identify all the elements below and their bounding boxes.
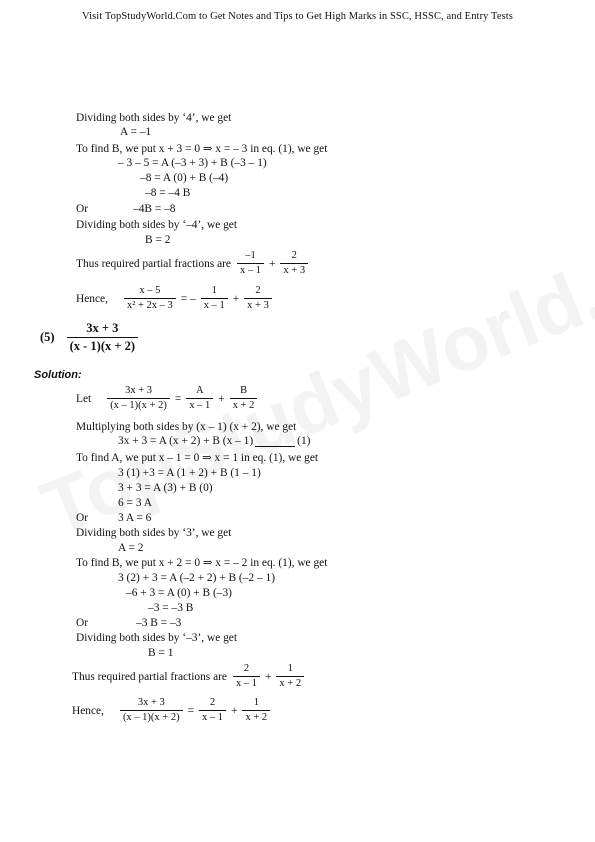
equation-line: –3 = –3 B xyxy=(148,602,194,614)
fraction-denominator: x + 3 xyxy=(244,298,272,312)
operator: = xyxy=(187,704,195,717)
operator: + xyxy=(232,292,240,305)
or-label: Or xyxy=(76,512,89,524)
question-number: (5) xyxy=(40,330,55,344)
equation-line: –8 = –4 B xyxy=(145,187,191,199)
text-line: Dividing both sides by ‘–4’, we get xyxy=(76,219,238,231)
fraction-denominator: (x – 1)(x + 2) xyxy=(120,710,183,724)
let-text: Let xyxy=(76,392,92,405)
equation-line: –8 = A (0) + B (–4) xyxy=(140,172,229,184)
text-line: To find B, we put x + 2 = 0 ⇒ x = – 2 in eq. (1), we get xyxy=(76,557,328,569)
equation-line: 3 (2) + 3 = A (–2 + 2) + B (–2 – 1) xyxy=(118,572,275,584)
text-line: Dividing both sides by ‘–3’, we get xyxy=(76,632,238,644)
fraction xyxy=(107,385,170,412)
question-fraction xyxy=(67,321,138,354)
fraction-numerator: B xyxy=(240,385,248,396)
fraction xyxy=(186,385,213,412)
fraction-denominator: x + 2 xyxy=(242,710,270,724)
fraction-numerator: 2 xyxy=(209,697,216,708)
fraction xyxy=(244,285,272,312)
hence-text: Hence, xyxy=(76,292,108,305)
text-line: Dividing both sides by ‘3’, we get xyxy=(76,527,232,539)
fraction-numerator: 3x + 3 xyxy=(86,321,119,335)
fill-blank-line xyxy=(255,436,295,447)
or-label: Or xyxy=(76,203,89,215)
fraction-denominator: x – 1 xyxy=(199,710,226,724)
fraction-numerator: x – 5 xyxy=(139,285,161,296)
equation-line: –4B = –8 xyxy=(133,203,176,215)
partial-fractions-line xyxy=(72,663,306,690)
equation-line: B = 2 xyxy=(145,234,171,246)
equation-text: 3x + 3 = A (x + 2) + B (x – 1) xyxy=(118,435,254,447)
equation-line: –3 B = –3 xyxy=(136,617,182,629)
fraction-denominator: x – 1 xyxy=(237,263,264,277)
solution-label: Solution: xyxy=(34,369,82,381)
equation-line: A = –1 xyxy=(120,126,152,138)
equation-line: 3 (1) +3 = A (1 + 2) + B (1 – 1) xyxy=(118,467,261,479)
site-header-banner: Visit TopStudyWorld.Com to Get Notes and Tips to Get High Marks in SSC, HSSC, and Entry Tests xyxy=(82,11,513,22)
fraction-denominator: x + 3 xyxy=(280,263,308,277)
fraction-denominator: x + 2 xyxy=(230,398,258,412)
fraction xyxy=(199,697,226,724)
fraction-numerator: 1 xyxy=(253,697,259,708)
fraction-numerator: A xyxy=(196,385,204,396)
fraction-denominator: (x - 1)(x + 2) xyxy=(67,337,138,354)
operator: = – xyxy=(180,292,196,305)
fraction-denominator: x – 1 xyxy=(186,398,213,412)
equation-line: –6 + 3 = A (0) + B (–3) xyxy=(126,587,232,599)
partial-fractions-line xyxy=(76,250,310,277)
fraction xyxy=(242,697,270,724)
fraction xyxy=(124,285,176,312)
equation-line: – 3 – 5 = A (–3 + 3) + B (–3 – 1) xyxy=(118,157,267,169)
watermark-text xyxy=(30,187,595,554)
question-5-heading xyxy=(40,321,140,354)
fraction-numerator: 2 xyxy=(243,663,250,674)
fraction-numerator: 2 xyxy=(255,285,261,296)
equation-tag: (1) xyxy=(297,435,311,447)
operator: + xyxy=(268,257,276,270)
equation-line: 3 A = 6 xyxy=(118,512,152,524)
fraction-denominator: x² + 2x – 3 xyxy=(124,298,176,312)
fraction xyxy=(120,697,183,724)
fraction-denominator: (x – 1)(x + 2) xyxy=(107,398,170,412)
let-line xyxy=(76,385,259,412)
equation-line: A = 2 xyxy=(118,542,144,554)
hence-text: Hence, xyxy=(72,704,104,717)
equation-line: 6 = 3 A xyxy=(118,497,152,509)
fraction-numerator: 1 xyxy=(287,663,293,674)
fraction-denominator: x – 1 xyxy=(201,298,228,312)
fraction xyxy=(230,385,258,412)
text-line: To find A, we put x – 1 = 0 ⇒ x = 1 in eq. (1), we get xyxy=(76,452,319,464)
fraction-numerator: –1 xyxy=(245,250,256,261)
operator: + xyxy=(218,392,225,405)
thus-text: Thus required partial fractions are xyxy=(76,257,231,270)
fraction xyxy=(280,250,308,277)
text-line: Multiplying both sides by (x – 1) (x + 2), we get xyxy=(76,421,297,433)
fraction-denominator: x – 1 xyxy=(233,676,260,690)
equation-line: B = 1 xyxy=(148,647,174,659)
operator: + xyxy=(264,670,272,683)
fraction-denominator: x + 2 xyxy=(276,676,304,690)
fraction-numerator: 3x + 3 xyxy=(125,385,152,396)
or-label: Or xyxy=(76,617,89,629)
text-line: Dividing both sides by ‘4’, we get xyxy=(76,112,232,124)
equation-line xyxy=(118,435,310,447)
fraction xyxy=(237,250,264,277)
fraction xyxy=(276,663,304,690)
hence-line xyxy=(72,697,272,724)
fraction-numerator: 3x + 3 xyxy=(137,697,165,708)
text-line: To find B, we put x + 3 = 0 ⇒ x = – 3 in eq. (1), we get xyxy=(76,143,328,155)
fraction-numerator: 1 xyxy=(211,285,217,296)
fraction xyxy=(233,663,260,690)
hence-line xyxy=(76,285,274,312)
operator: = xyxy=(174,392,182,405)
equation-line: 3 + 3 = A (3) + B (0) xyxy=(118,482,213,494)
thus-text: Thus required partial fractions are xyxy=(72,670,227,683)
operator: + xyxy=(231,704,238,717)
fraction-numerator: 2 xyxy=(291,250,297,261)
fraction xyxy=(201,285,228,312)
